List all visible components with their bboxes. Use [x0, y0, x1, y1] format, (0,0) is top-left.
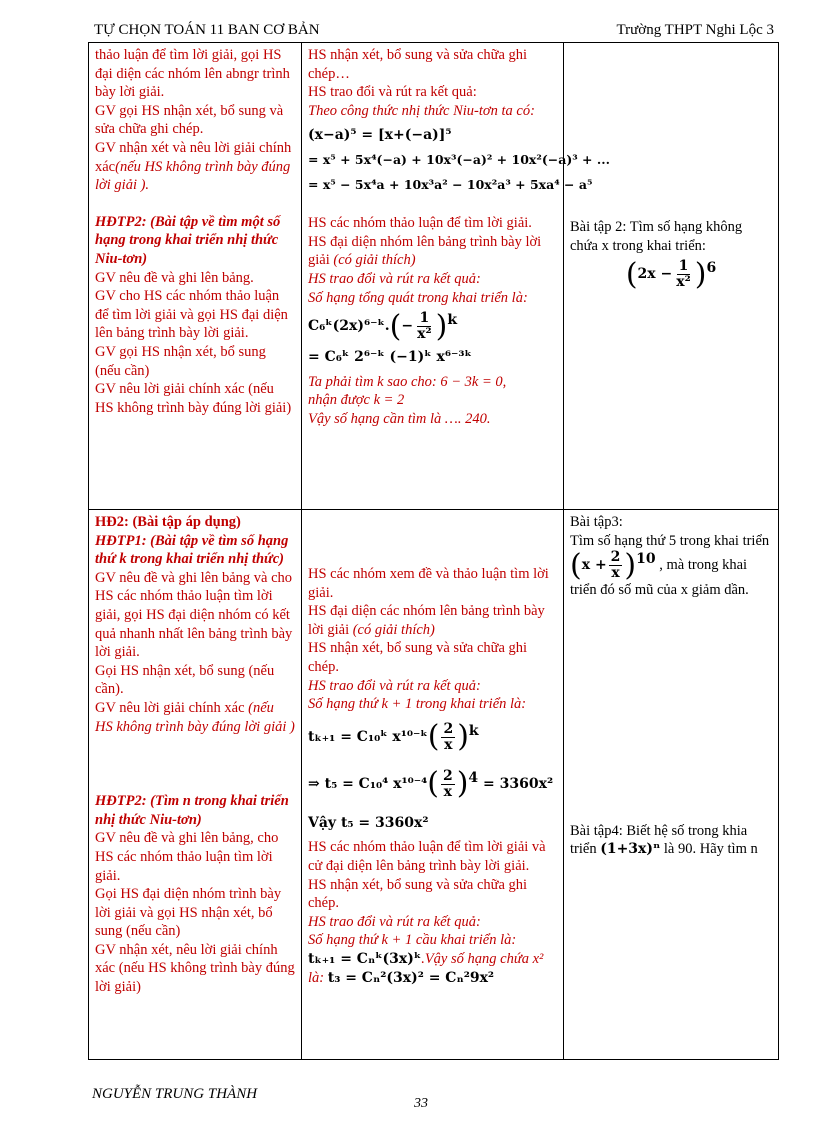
- author-name: NGUYỄN TRUNG THÀNH: [92, 1086, 258, 1102]
- exercise-text: Bài tập3:: [570, 514, 623, 530]
- teacher-text: GV nêu lời giải chính xác (nếu HS không trình bày đúng lời giải ): [95, 699, 295, 735]
- formula: Vậy t₅ = 3360x²: [308, 814, 429, 831]
- formula: = C₆ᵏ 2⁶⁻ᵏ (−1)ᵏ x⁶⁻³ᵏ: [308, 349, 472, 366]
- student-cell: [302, 43, 610, 510]
- teacher-text: Gọi HS đại diện nhóm trình bày lời giải và gọi HS nhận xét, bổ sung (nếu cần): [95, 886, 282, 940]
- student-text: Vậy số hạng cần tìm là …. 240.: [308, 410, 491, 427]
- teacher-text: thảo luận để tìm lời giải, gọi HS đại diện các nhóm lên abngr trình bày lời giải.: [95, 47, 290, 101]
- teacher-cell: [89, 43, 302, 510]
- activity-heading: HĐTP1: (Bài tập về tìm số hạng thứ k trong khai triển nhị thức): [95, 532, 289, 568]
- teacher-text: GV nêu đề và ghi lên bảng.: [95, 269, 254, 286]
- student-text: Số hạng thứ k + 1 trong khai triển là:: [308, 696, 527, 713]
- student-text: Số hạng tổng quát trong khai triển là:: [308, 289, 528, 306]
- formula: (x−a)⁵ = [x+(−a)]⁵: [308, 127, 452, 144]
- student-text: HS đại diện nhóm lên bảng trình bày lời giải (có giải thích): [308, 233, 542, 269]
- teacher-text: GV nêu lời giải chính xác (nếu HS không trình bày đúng lời giải): [95, 381, 292, 416]
- student-text: HS nhận xét, bổ sung và sửa chữa ghi chép.: [308, 876, 528, 912]
- formula: tₖ₊₁ = C₁₀ᵏ x¹⁰⁻ᵏ ( $\frac{2}{x}$ ) k: [308, 719, 479, 755]
- student-text: nhận được k = 2: [308, 392, 405, 409]
- teacher-text: GV nêu đề và ghi lên bảng và cho HS các nhóm thảo luận tìm lời giải, gọi HS đại diện nhóm có kết quả nhanh nhất lên bảng trình bày lời giải.: [95, 569, 293, 661]
- exercise-cell: [564, 510, 779, 1060]
- page-number: 33: [414, 1096, 428, 1111]
- student-text: HS các nhóm thảo luận để tìm lời giải và cử đại diện lên bảng trình bày lời giải.: [308, 839, 546, 874]
- teacher-text: Gọi HS nhận xét, bổ sung (nếu cần).: [95, 662, 275, 698]
- student-text: là: t₃ = Cₙ²(3x)² = Cₙ²9x²: [308, 969, 495, 986]
- exercise-text: Tìm số hạng thứ 5 trong khai triển ( x + $\frac{2}{x}$ ) 10 , mà trong khai triển đó số mũ của x giảm dần.: [570, 532, 770, 599]
- student-text: HS trao đổi và rút ra kết quả:: [308, 913, 481, 930]
- formula: C₆ᵏ(2x)⁶⁻ᵏ. ( − $\frac{1}{\text{x²}}$ ) k: [308, 308, 458, 344]
- student-text: tₖ₊₁ = Cₙᵏ(3x)ᵏ.Vậy số hạng chứa x²: [308, 950, 544, 967]
- student-cell: [302, 510, 564, 1060]
- teacher-text: GV cho HS các nhóm thảo luận để tìm lời giải và gọi HS đại diện lên bảng trình bày lời giải.: [95, 288, 288, 342]
- lesson-table: [88, 42, 779, 1060]
- activity-heading: HĐTP2: (Tìm n trong khai triển nhị thức Niu-tơn): [95, 793, 289, 828]
- student-text: HS trao đổi và rút ra kết quả:: [308, 270, 481, 287]
- student-text: Ta phải tìm k sao cho: 6 − 3k = 0,: [308, 373, 507, 390]
- student-text: HS trao đổi và rút ra kết quả:: [308, 84, 477, 101]
- formula: ⇒ t₅ = C₁₀⁴ x¹⁰⁻⁴ ( $\frac{2}{x}$ ) 4 = 3360x²: [308, 766, 554, 802]
- teacher-text: GV gọi HS nhận xét, bổ sung (nếu cần): [95, 343, 266, 379]
- formula: = x⁵ − 5x⁴a + 10x³a² − 10x²a³ + 5xa⁴ − a⁵: [308, 176, 593, 192]
- teacher-text: GV nêu đề và ghi lên bảng, cho HS các nhóm thảo luận tìm lời giải.: [95, 830, 279, 884]
- teacher-text: GV nhận xét và nêu lời giải chính xác(nếu HS không trình bày đúng lời giải ).: [95, 139, 292, 194]
- formula: ( 2x − $\frac{1}{\text{x²}}$ ) 6: [625, 256, 717, 292]
- student-text: Theo công thức nhị thức Niu-tơn ta có:: [308, 102, 535, 119]
- student-text: HS đại diện các nhóm lên bảng trình bày lời giải (có giải thích): [308, 603, 545, 638]
- student-text: HS nhận xét, bổ sung và sửa chữa ghi chép…: [308, 47, 528, 82]
- teacher-text: GV nhận xét, nêu lời giải chính xác (nếu HS không trình bày đúng lời giải): [95, 941, 295, 996]
- header-school: Trường THPT Nghi Lộc 3: [616, 22, 774, 38]
- student-text: Số hạng thứ k + 1 cầu khai triển là:: [308, 932, 517, 949]
- activity-heading: HĐTP2: (Bài tập về tìm một số hạng trong khai triển nhị thức Niu-tơn): [95, 213, 281, 267]
- student-text: HS nhận xét, bổ sung và sửa chữa ghi chép.: [308, 640, 528, 675]
- student-text: HS trao đổi và rút ra kết quả:: [308, 677, 481, 694]
- exercise-text: Bài tập4: Biết hệ số trong khia triển (1+3x)ⁿ là 90. Hãy tìm n: [570, 822, 758, 858]
- table-row: [89, 510, 779, 1060]
- student-text: HS các nhóm thảo luận để tìm lời giải.: [308, 215, 532, 232]
- header-title: TỰ CHỌN TOÁN 11 BAN CƠ BẢN: [94, 22, 320, 38]
- activity-heading: HĐ2: (Bài tập áp dụng): [95, 514, 241, 530]
- table-row: [89, 43, 779, 510]
- student-text: HS các nhóm xem đề và thảo luận tìm lời giải.: [308, 566, 549, 601]
- formula: = x⁵ + 5x⁴(−a) + 10x³(−a)² + 10x²(−a)³ + ...: [308, 151, 610, 167]
- exercise-text: Bài tập 2: Tìm số hạng không chứa x trong khai triển:: [570, 219, 743, 254]
- teacher-text: GV gọi HS nhận xét, bổ sung và sửa chữa ghi chép.: [95, 102, 284, 138]
- page-header: [88, 20, 778, 43]
- teacher-cell: [89, 510, 302, 1060]
- exercise-cell: [564, 43, 779, 510]
